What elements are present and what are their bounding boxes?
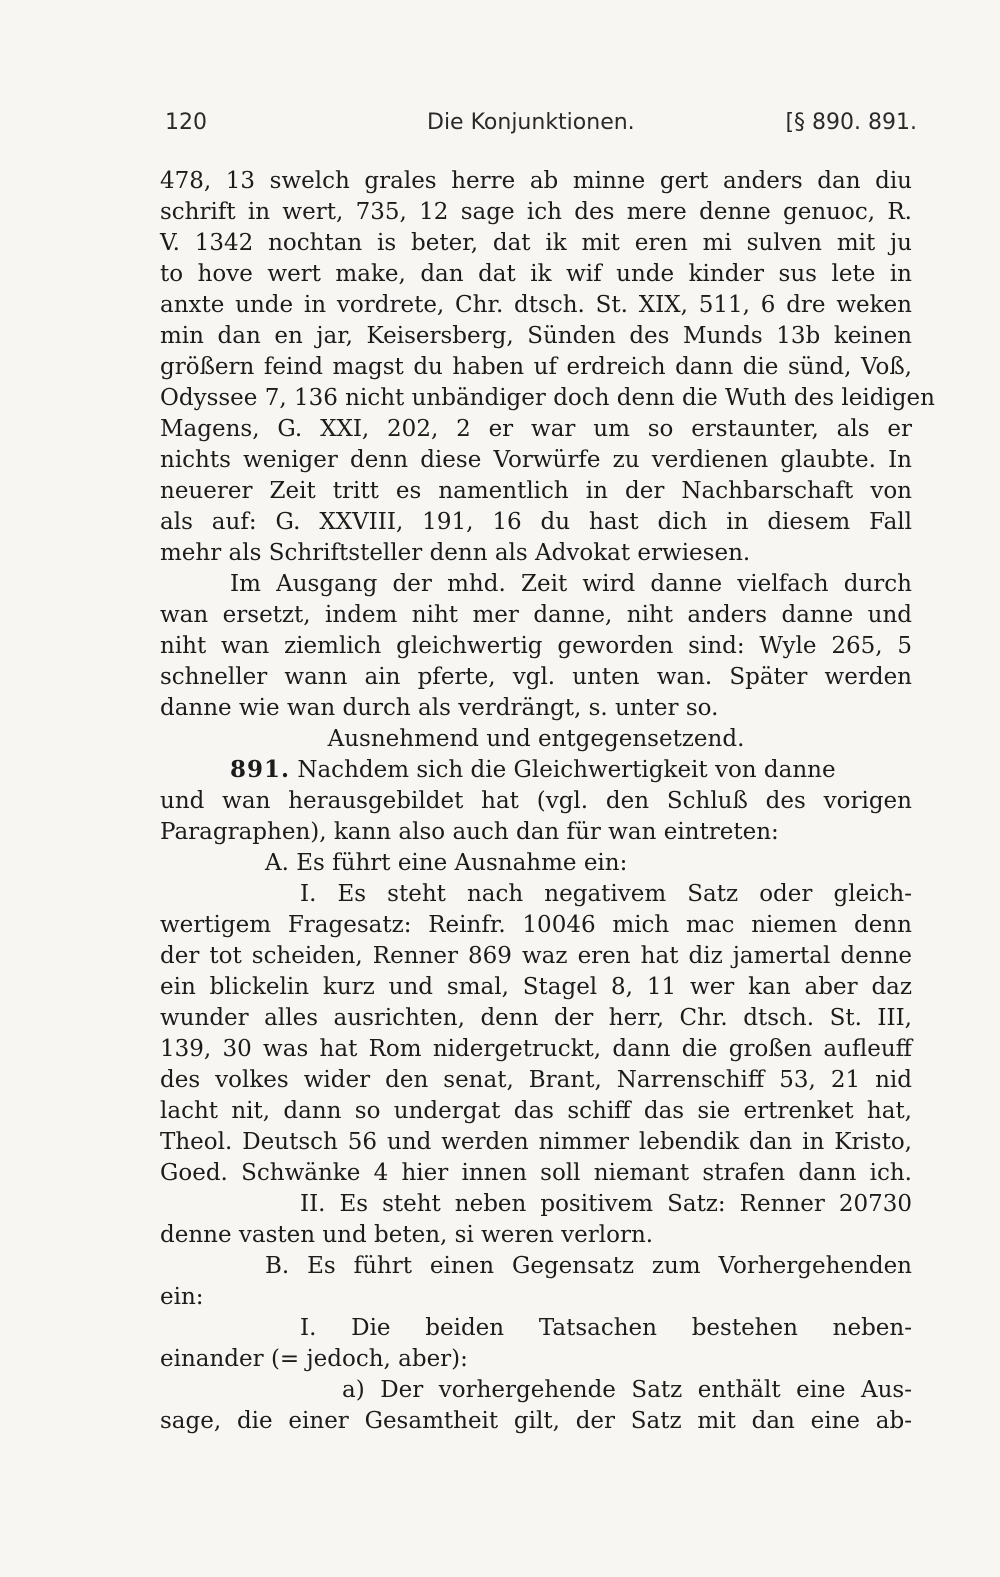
section-reference: [§ 890. 891. (785, 110, 917, 135)
text-line: als auf: G. XXVIII, 191, 16 du hast dich in diesem Fall (160, 509, 912, 535)
text-line: des volkes wider den senat, Brant, Narrenschiff 53, 21 nid (160, 1067, 912, 1093)
text-line: anxte unde in vordrete, Chr. dtsch. St. XIX, 511, 6 dre weken (160, 292, 912, 318)
text-line: sage, die einer Gesamtheit gilt, der Satz mit dan eine ab- (160, 1408, 912, 1434)
text-line: II. Es steht neben positivem Satz: Renner 20730 (300, 1191, 912, 1217)
text-line: lacht nit, dann so undergat das schiff das sie ertrenket hat, (160, 1098, 912, 1124)
text-line: wunder alles ausrichten, denn der herr, Chr. dtsch. St. III, (160, 1005, 912, 1031)
text-line: ein: (160, 1284, 204, 1310)
text-line: einander (= jedoch, aber): (160, 1346, 468, 1372)
text-line: niht wan ziemlich gleichwertig geworden sind: Wyle 265, 5 (160, 633, 912, 659)
text-line: schneller wann ain pferte, vgl. unten wan. Später werden (160, 664, 912, 690)
subheading: Ausnehmend und entgegensetzend. (327, 726, 745, 752)
text-line: denne vasten und beten, si weren verlorn. (160, 1222, 654, 1248)
text-line: 139, 30 was hat Rom nidergetruckt, dann die großen aufleuff (160, 1036, 912, 1062)
text-line: B. Es führt einen Gegensatz zum Vorhergehenden (265, 1253, 912, 1279)
text-line: Im Ausgang der mhd. Zeit wird danne vielfach durch (230, 571, 912, 597)
section-number: 891. (230, 756, 291, 783)
text-line: to hove wert make, dan dat ik wif unde kinder sus lete in (160, 261, 912, 287)
text-line: I. Es steht nach negativem Satz oder gleich- (300, 881, 912, 907)
text-line: min dan en jar, Keisersberg, Sünden des Munds 13b keinen (160, 323, 912, 349)
running-title: Die Konjunktionen. (427, 110, 635, 135)
text-line: größern feind magst du haben uf erdreich dann die sünd, Voß, (160, 354, 912, 380)
text-line: 478, 13 swelch grales herre ab minne gert anders dan diu (160, 168, 912, 194)
text-line: wertigem Fragesatz: Reinfr. 10046 mich mac niemen denn (160, 912, 912, 938)
text-line: I. Die beiden Tatsachen bestehen neben- (300, 1315, 912, 1341)
page-number: 120 (165, 110, 207, 135)
text-line: Odyssee 7, 136 nicht unbändiger doch denn die Wuth des leidigen (160, 385, 935, 411)
text-line: schrift in wert, 735, 12 sage ich des mere denne genuoc, R. (160, 199, 912, 225)
text-line: A. Es führt eine Ausnahme ein: (265, 850, 628, 876)
text-line: mehr als Schriftsteller denn als Advokat erwiesen. (160, 540, 751, 566)
paragraph-891-first-line (230, 755, 912, 785)
text-line: wan ersetzt, indem niht mer danne, niht anders danne und (160, 602, 912, 628)
text-line: Theol. Deutsch 56 und werden nimmer lebendik dan in Kristo, (160, 1129, 912, 1155)
text-line: danne wie wan durch als verdrängt, s. unter so. (160, 695, 719, 721)
running-header (165, 110, 917, 144)
text-line: V. 1342 nochtan is beter, dat ik mit eren mi sulven mit ju (160, 230, 912, 256)
text-line: Nachdem sich die Gleichwertigkeit von danne (297, 757, 836, 783)
text-line: Magens, G. XXI, 202, 2 er war um so erstaunter, als er (160, 416, 912, 442)
text-line: Goed. Schwänke 4 hier innen soll niemant strafen dann ich. (160, 1160, 912, 1186)
text-line: a) Der vorhergehende Satz enthält eine Aus- (342, 1377, 912, 1403)
text-line: nichts weniger denn diese Vorwürfe zu verdienen glaubte. In (160, 447, 912, 473)
text-line: neuerer Zeit tritt es namentlich in der Nachbarschaft von (160, 478, 912, 504)
text-line: der tot scheiden, Renner 869 waz eren hat diz jamertal denne (160, 943, 912, 969)
text-line: und wan herausgebildet hat (vgl. den Schluß des vorigen (160, 788, 912, 814)
text-line: Paragraphen), kann also auch dan für wan eintreten: (160, 819, 779, 845)
text-line: ein blickelin kurz und smal, Stagel 8, 11 wer kan aber daz (160, 974, 912, 1000)
